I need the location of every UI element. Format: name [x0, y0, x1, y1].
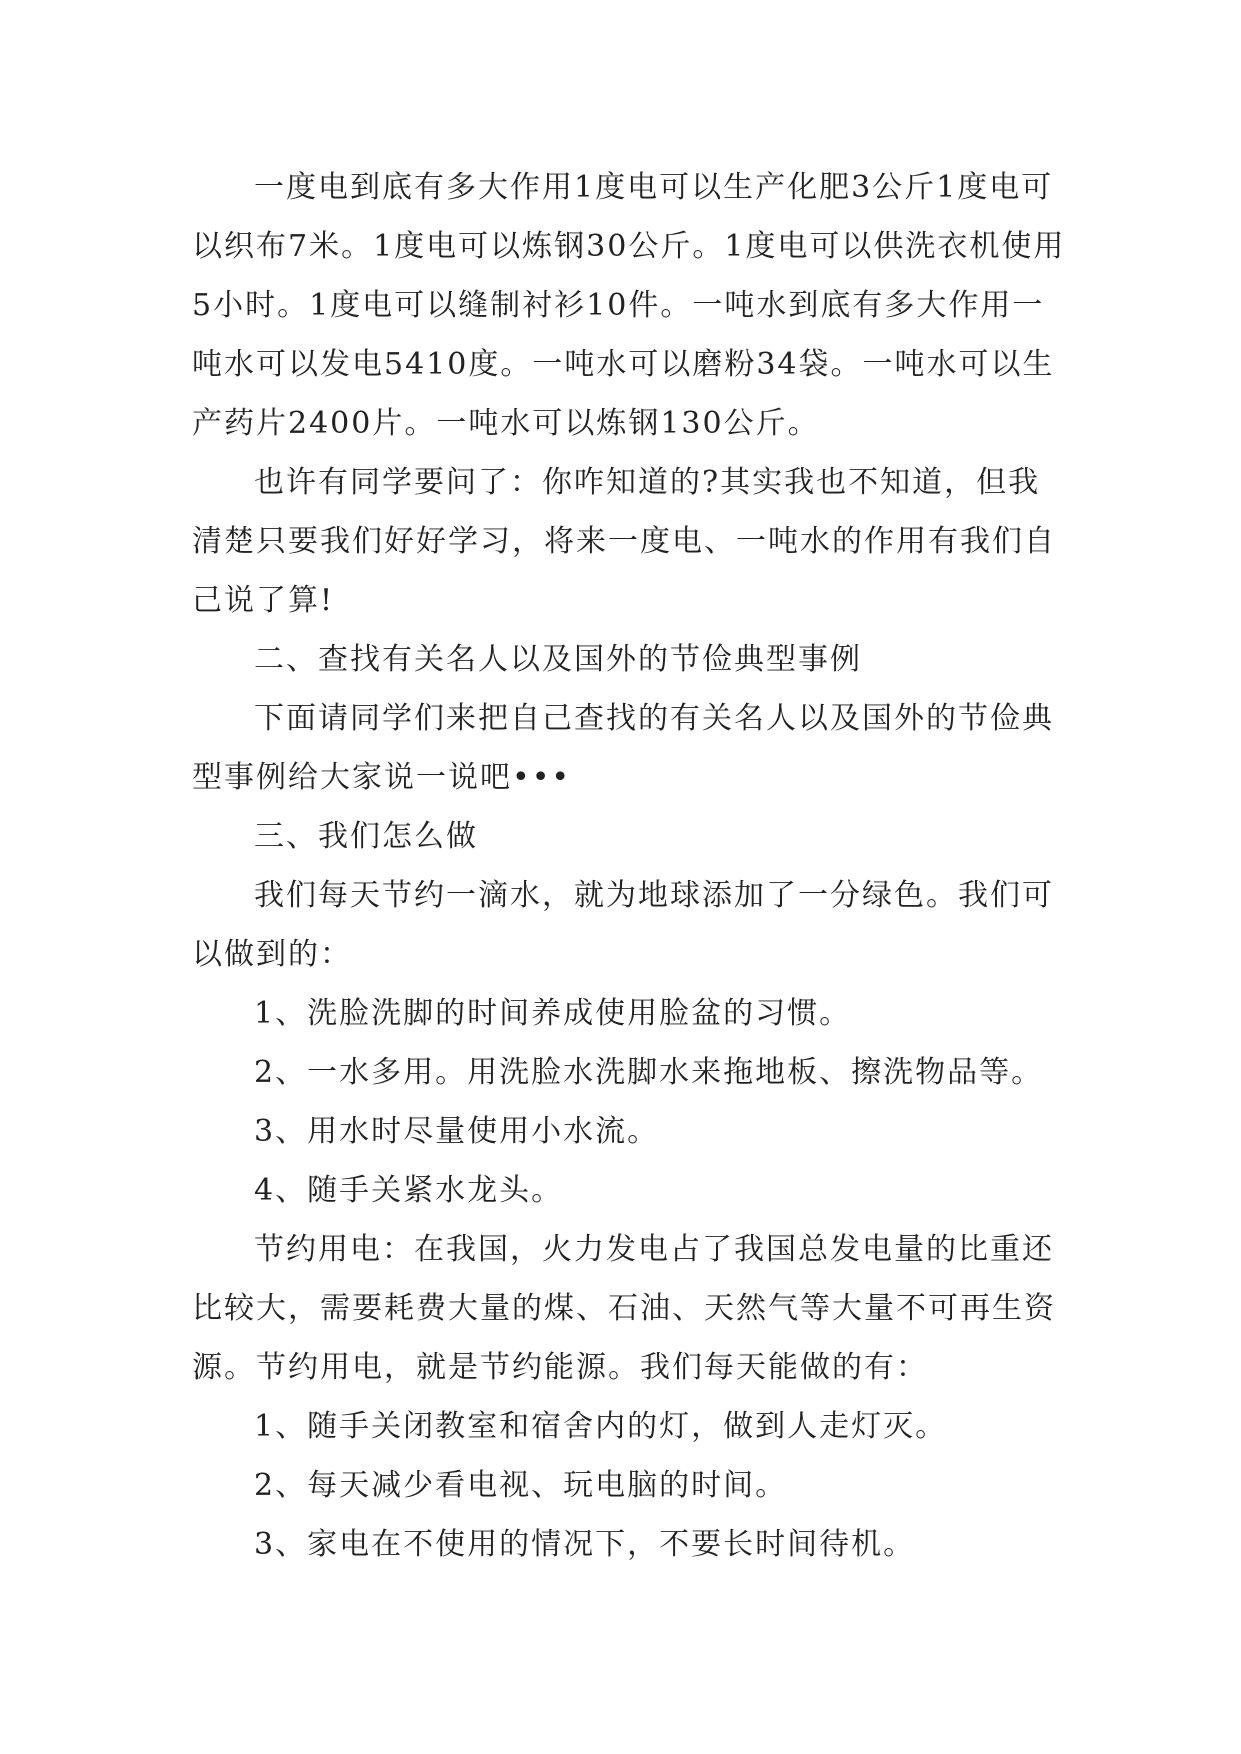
list-item-electricity-2: 2、每天减少看电视、玩电脑的时间。: [254, 1468, 788, 1503]
list-item-water-2: 2、一水多用。用洗脸水洗脚水来拖地板、擦洗物品等。: [254, 1055, 1044, 1090]
list-item-water-1: 1、洗脸洗脚的时间养成使用脸盆的习惯。: [254, 996, 852, 1031]
list-item-electricity-3: 3、家电在不使用的情况下，不要长时间待机。: [254, 1527, 916, 1562]
paragraph-save-water-intro: 我们每天节约一滴水，就为地球添加了一分绿色。我们可以做到的：: [192, 878, 1054, 972]
paragraph-electricity-water-facts: 一度电到底有多大作用1度电可以生产化肥3公斤1度电可以织布7米。1度电可以炼钢30公斤。1度电可以供洗衣机使用5小时。1度电可以缝制衬衫10件。一吨水到底有多大作用一吨水可以发电5410度。一吨水可以磨粉34袋。一吨水可以生产药片2400片。一吨水可以炼钢130公斤。: [192, 170, 1066, 441]
paragraph-student-question: 也许有同学要问了：你咋知道的?其实我也不知道，但我清楚只要我们好好学习，将来一度电、一吨水的作用有我们自己说了算!: [192, 465, 1056, 618]
list-item-water-3: 3、用水时尽量使用小水流。: [254, 1114, 660, 1149]
paragraph-share-examples: 下面请同学们来把自己查找的有关名人以及国外的节俭典型事例给大家说一说吧•••: [192, 701, 1054, 795]
list-item-water-4: 4、随手关紧水龙头。: [254, 1173, 564, 1208]
list-item-electricity-1: 1、随手关闭教室和宿舍内的灯，做到人走灯灭。: [254, 1409, 948, 1444]
paragraph-save-electricity-intro: 节约用电：在我国，火力发电占了我国总发电量的比重还比较大，需要耗费大量的煤、石油、天然气等大量不可再生资源。节约用电，就是节约能源。我们每天能做的有：: [192, 1232, 1056, 1385]
section-heading-what-we-do: 三、我们怎么做: [254, 819, 478, 854]
section-heading-examples: 二、查找有关名人以及国外的节俭典型事例: [254, 642, 862, 677]
document-body: [192, 158, 1072, 1574]
